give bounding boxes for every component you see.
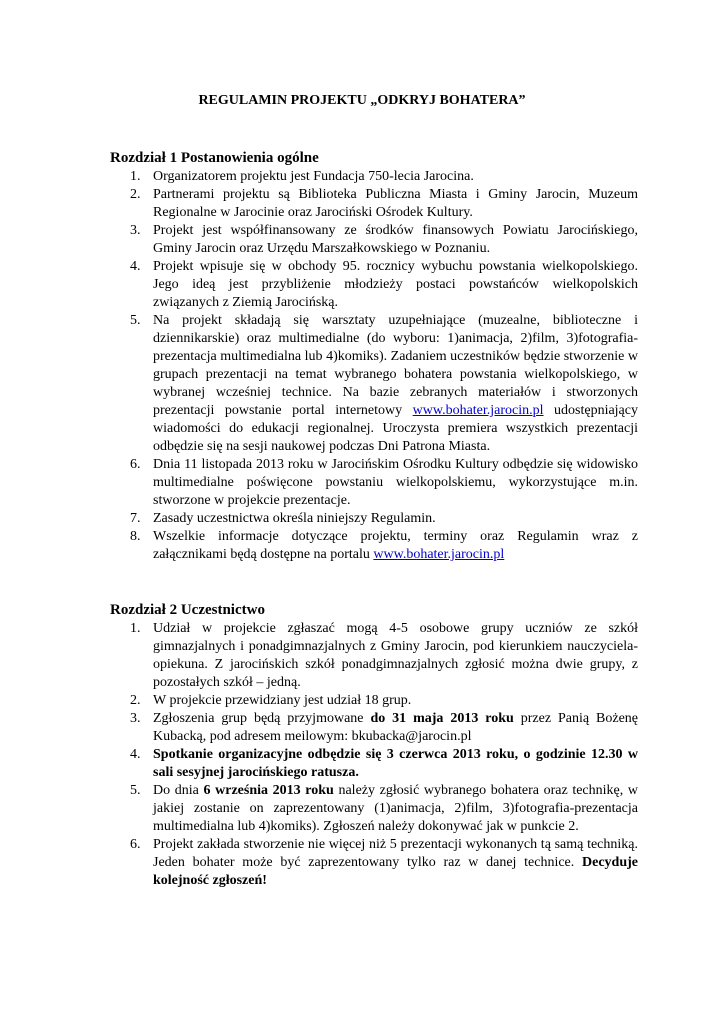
item-text [153, 528, 638, 564]
item-text: Udział w projekcie zgłaszać mogą 4-5 osobowe grupy uczniów ze szkół gimnazjalnych i ponadgimnazjalnych z Gminy Jarocin, pod kierunkiem nauczyciela-opiekuna. Z jarocińskich szkół ponadgimnazjalnych zgłosić można dwie grupy, z pozostałych szkół – jedną. [153, 621, 638, 690]
item-text-part: udostępniający wiadomości do edukacji regionalnej. Uroczysta premiera wszystkich prezentacji odbędzie się na sesji naukowej podczas Dni Patrona Miasta. [153, 403, 638, 454]
item-text-part: Na projekt składają się warsztaty uzupełniające (muzealne, biblioteczne i dziennikarskie) oraz multimedialne (do wyboru: 1)animacja, 2)film, 3)fotografia-prezentacja multimedialna lub 4)komiks). Zadaniem uczestników będzie stworzenie w grupach prezentacji na temat wybranego bohatera powstania wielkopolskiego, w wybranej wcześniej technice. Na bazie zebranych materiałów i stworzonych prezentacji powstanie portal internetowy [153, 313, 638, 418]
item-text: Partnerami projektu są Biblioteka Publiczna Miasta i Gminy Jarocin, Muzeum Regionalne w Jarocinie oraz Jarociński Ośrodek Kultury. [153, 187, 638, 220]
list-item [110, 510, 638, 528]
item-text: Projekt jest współfinansowany ze środków finansowych Powiatu Jarocińskiego, Gminy Jarocin oraz Urzędu Marszałkowskiego w Poznaniu. [153, 223, 638, 256]
item-number: 2. [130, 187, 141, 202]
chapter-1 [0, 149, 724, 564]
item-number: 6. [130, 457, 141, 472]
deadline-date: do 31 maja 2013 roku [370, 711, 514, 726]
item-number: 3. [130, 223, 141, 238]
item-number: 7. [130, 511, 141, 526]
item-text: Organizatorem projektu jest Fundacja 750-lecia Jarocina. [153, 169, 474, 184]
item-number: 6. [130, 837, 141, 852]
chapter-2-heading: Rozdział 2 Uczestnictwo [110, 602, 265, 618]
item-text [153, 312, 638, 456]
portal-link[interactable]: www.bohater.jarocin.pl [412, 403, 544, 418]
item-text-part: Zgłoszenia grup będą przyjmowane [153, 711, 371, 726]
list-item [110, 456, 638, 510]
list-item [110, 836, 638, 890]
item-text: W projekcie przewidziany jest udział 18 grup. [153, 693, 412, 708]
item-number: 1. [130, 169, 141, 184]
list-item [110, 710, 638, 746]
list-item [110, 312, 638, 456]
chapter-2 [0, 601, 724, 890]
chapter-1-heading: Rozdział 1 Postanowienia ogólne [110, 150, 319, 166]
item-text: Projekt wpisuje się w obchody 95. rocznicy wybuchu powstania wielkopolskiego. Jego ideą jest przybliżenie młodzieży postaci powstańców wielkopolskich związanych z Ziemią Jarocińską. [153, 259, 638, 310]
list-item [110, 222, 638, 258]
list-item [110, 186, 638, 222]
item-text-part: Do dnia [153, 783, 204, 798]
portal-link[interactable]: www.bohater.jarocin.pl [373, 547, 505, 562]
item-text-part: przez Panią Bożenę Kubacką, pod adresem meilowym: bkubacka@jarocin.pl [153, 711, 638, 744]
item-number: 1. [130, 621, 141, 636]
list-item [110, 258, 638, 312]
item-number: 4. [130, 259, 141, 274]
chapter-1-list [110, 168, 638, 564]
item-text [153, 782, 638, 836]
list-item [110, 168, 638, 186]
item-text-part: należy zgłosić wybranego bohatera oraz technikę, w jakiej zostanie on zaprezentowany (1)animacja, 2)film, 3)fotografia-prezentacja multimedialna lub 4)komiks). Zgłoszeń należy dokonywać jak w punkcie 2. [153, 783, 638, 834]
item-text: Zasady uczestnictwa określa niniejszy Regulamin. [153, 511, 436, 526]
list-item [110, 528, 638, 564]
item-number: 5. [130, 783, 141, 798]
emphasis-note: Decyduje kolejność zgłoszeń! [153, 855, 638, 888]
list-item [110, 746, 638, 782]
item-number: 2. [130, 693, 141, 708]
item-text [153, 710, 638, 746]
list-item [110, 620, 638, 692]
item-number: 4. [130, 747, 141, 762]
item-text [153, 746, 638, 782]
item-number: 8. [130, 529, 141, 544]
item-text-part: Wszelkie informacje dotyczące projektu, terminy oraz Regulamin wraz z załącznikami będą dostępne na portalu [153, 529, 638, 562]
list-item [110, 782, 638, 836]
item-number: 5. [130, 313, 141, 328]
item-text [153, 836, 638, 890]
item-text: Dnia 11 listopada 2013 roku w Jarocińskim Ośrodku Kultury odbędzie się widowisko multimedialne poświęcone powstaniu wielkopolskiemu, wykorzystujące m.in. stworzone w projekcie prezentacje. [153, 457, 638, 508]
deadline-date: 6 września 2013 roku [203, 783, 334, 798]
list-item [110, 692, 638, 710]
item-number: 3. [130, 711, 141, 726]
chapter-2-list [110, 620, 638, 890]
document-title: REGULAMIN PROJEKTU „ODKRYJ BOHATERA” [198, 93, 526, 108]
meeting-info: Spotkanie organizacyjne odbędzie się 3 czerwca 2013 roku, o godzinie 12.30 w sali sesyjnej jarocińskiego ratusza. [153, 747, 638, 780]
item-text-part: Projekt zakłada stworzenie nie więcej niż 5 prezentacji wykonanych tą samą techniką. Jeden bohater może być zaprezentowany tylko raz w danej technice. [153, 837, 638, 870]
